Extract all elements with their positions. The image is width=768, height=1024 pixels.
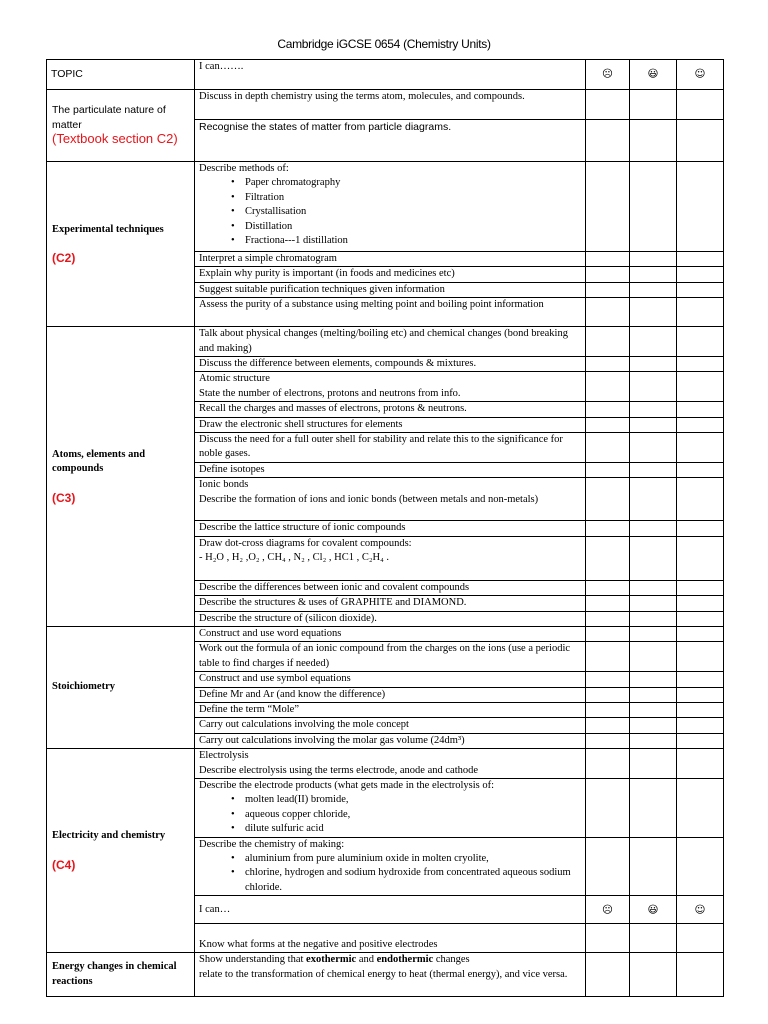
item-text: Describe the electrode products (what gets made in the electrolysis of: [199, 779, 495, 791]
ican-cell: I can… [195, 896, 586, 924]
ican-cell [195, 536, 586, 580]
rating-cell[interactable] [586, 120, 630, 162]
item-text: Carry out calculations involving the molar gas volume (24dm³) [199, 734, 465, 746]
rating-cell[interactable] [630, 372, 677, 402]
rating-cell[interactable] [677, 521, 724, 536]
rating-cell[interactable] [630, 478, 677, 521]
list-item: • Paper chromatography [245, 176, 581, 190]
rating-cell[interactable] [630, 90, 677, 120]
topic-code: (C4) [52, 857, 76, 872]
rating-cell[interactable] [586, 749, 630, 779]
ican-cell [195, 626, 586, 641]
rating-cell[interactable] [586, 580, 630, 595]
rating-cell[interactable] [677, 357, 724, 372]
item-text: Carry out calculations involving the mole concept [199, 719, 409, 731]
item-text: Draw dot-cross diagrams for covalent compounds: [199, 537, 412, 549]
rating-cell[interactable] [630, 733, 677, 748]
item-text: Electrolysis [199, 750, 249, 762]
ican-cell [195, 402, 586, 417]
item-text: Draw the electronic shell structures for elements [199, 418, 403, 430]
item-text: Describe electrolysis using the terms electrode, anode and cathode [199, 764, 479, 776]
rating-cell[interactable] [630, 580, 677, 595]
rating-cell[interactable] [630, 433, 677, 463]
item-text: Discuss the difference between elements, compounds & mixtures. [199, 358, 477, 370]
ican-cell [195, 672, 586, 687]
rating-cell[interactable] [630, 162, 677, 252]
rating-cell[interactable] [677, 702, 724, 717]
rating-cell[interactable] [630, 778, 677, 837]
item-text: Assess the purity of a substance using melting point and boiling point information [199, 299, 544, 311]
ican-cell [195, 120, 586, 162]
rating-cell[interactable] [586, 252, 630, 267]
item-text: Describe the chemistry of making: [199, 838, 345, 850]
rating-cell[interactable] [677, 267, 724, 282]
rating-cell[interactable] [630, 642, 677, 672]
ican-cell [195, 687, 586, 702]
rating-cell[interactable] [586, 626, 630, 641]
ican-cell [195, 924, 586, 953]
rating-cell[interactable] [586, 417, 630, 432]
ican-cell [195, 521, 586, 536]
rating-cell[interactable] [677, 924, 724, 953]
item-text: changes [433, 954, 470, 966]
list-item: • chlorine, hydrogen and sodium hydroxide from concentrated aqueous sodium chloride. [245, 866, 581, 895]
topic-cell [47, 162, 195, 327]
item-text: Work out the formula of an ionic compound from the charges on the ions (use a periodic table to find charges if needed) [199, 643, 571, 669]
list-item: • Filtration [245, 191, 581, 205]
ican-cell [195, 298, 586, 327]
rating-cell[interactable] [630, 702, 677, 717]
item-text: Explain why purity is important (in foods and medicines etc) [199, 268, 455, 280]
topic-name: Electricity and chemistry [52, 830, 166, 842]
rating-cell[interactable] [586, 462, 630, 477]
smile-face-icon: ☺ [677, 60, 724, 90]
ican-cell [195, 718, 586, 733]
rating-cell[interactable] [677, 672, 724, 687]
item-text: Construct and use symbol equations [199, 673, 351, 685]
rating-cell[interactable] [677, 953, 724, 997]
item-text: and [356, 954, 377, 966]
rating-cell[interactable] [586, 718, 630, 733]
rating-cell[interactable] [630, 252, 677, 267]
ican-cell [195, 357, 586, 372]
rating-cell[interactable] [677, 90, 724, 120]
rating-cell[interactable] [586, 687, 630, 702]
rating-cell[interactable] [677, 162, 724, 252]
item-text: Describe methods of: [199, 163, 289, 174]
topic-name: Atoms, elements and compounds [52, 448, 146, 475]
item-text: Show understanding that [199, 954, 307, 966]
checklist-row [47, 162, 724, 252]
rating-cell[interactable] [677, 718, 724, 733]
rating-cell[interactable] [677, 478, 724, 521]
checklist-row [47, 327, 724, 357]
topic-code: (C3) [52, 490, 76, 505]
list-item: • aluminium from pure aluminium oxide in molten cryolite, [245, 852, 581, 866]
rating-cell[interactable] [677, 433, 724, 463]
rating-cell[interactable] [630, 953, 677, 997]
making-list [199, 852, 581, 895]
rating-cell[interactable] [630, 536, 677, 580]
ican-cell [195, 580, 586, 595]
rating-cell[interactable] [586, 611, 630, 626]
item-text: Ionic bonds [199, 479, 249, 491]
rating-cell[interactable] [677, 580, 724, 595]
item-text: Describe the structures & uses of GRAPHITE and DIAMOND. [199, 597, 467, 609]
topic-name: Stoichiometry [52, 681, 115, 693]
rating-cell[interactable] [586, 924, 630, 953]
list-item: • Fractiona---1 distillation [245, 234, 581, 248]
rating-cell[interactable] [586, 282, 630, 297]
rating-cell[interactable] [630, 120, 677, 162]
ican-cell [195, 462, 586, 477]
rating-cell[interactable] [586, 672, 630, 687]
ican-cell [195, 953, 586, 997]
rating-cell[interactable] [677, 298, 724, 327]
item-text: State the number of electrons, protons and neutrons from info. [199, 387, 461, 399]
rating-cell[interactable] [677, 372, 724, 402]
checklist-row [47, 626, 724, 641]
ican-cell [195, 596, 586, 611]
list-item: • aqueous copper chloride, [245, 808, 581, 822]
rating-cell[interactable] [677, 120, 724, 162]
rating-cell[interactable] [677, 417, 724, 432]
ican-cell [195, 327, 586, 357]
rating-cell[interactable] [677, 536, 724, 580]
item-text: Describe the formation of ions and ionic bonds (between metals and non-metals) [199, 493, 539, 505]
topic-code: (C2) [52, 251, 76, 266]
ican-cell [195, 252, 586, 267]
rating-cell[interactable] [630, 298, 677, 327]
rating-cell[interactable] [586, 327, 630, 357]
rating-cell[interactable] [586, 702, 630, 717]
list-item: • dilute sulfuric acid [245, 822, 581, 836]
rating-cell[interactable] [630, 521, 677, 536]
rating-cell[interactable] [630, 402, 677, 417]
rating-cell[interactable] [630, 267, 677, 282]
header-topic: TOPIC [47, 60, 195, 90]
methods-list [199, 176, 581, 248]
topic-cell [47, 90, 195, 162]
header-row [47, 60, 724, 90]
rating-cell[interactable] [630, 596, 677, 611]
rating-cell[interactable] [586, 478, 630, 521]
rating-cell[interactable] [630, 837, 677, 896]
ican-cell [195, 778, 586, 837]
rating-cell[interactable] [630, 357, 677, 372]
checklist-row [47, 749, 724, 779]
rating-cell[interactable] [586, 642, 630, 672]
rating-cell[interactable] [677, 596, 724, 611]
item-text: Talk about physical changes (melting/boiling etc) and chemical changes (bond breaking and making) [199, 328, 568, 354]
rating-cell[interactable] [677, 611, 724, 626]
document-title: Cambridge iGCSE 0654 (Chemistry Units) [277, 37, 491, 51]
item-text: Construct and use word equations [199, 627, 342, 639]
keyword-endothermic: endothermic [376, 954, 434, 966]
rating-cell[interactable] [630, 611, 677, 626]
rating-cell[interactable] [630, 672, 677, 687]
rating-cell[interactable] [677, 282, 724, 297]
item-text: relate to the transformation of chemical energy to heat (thermal energy), and vice versa. [199, 968, 568, 980]
list-item: • Crystallisation [245, 205, 581, 219]
sad-face-icon: ☹ [586, 896, 630, 924]
rating-cell[interactable] [586, 521, 630, 536]
ican-cell [195, 478, 586, 521]
rating-cell[interactable] [586, 372, 630, 402]
products-list [199, 793, 581, 836]
ican-cell [195, 837, 586, 896]
rating-cell[interactable] [586, 298, 630, 327]
rating-cell[interactable] [630, 924, 677, 953]
item-text: Describe the structure of (silicon dioxide). [199, 612, 377, 624]
ican-cell [195, 433, 586, 463]
rating-cell[interactable] [677, 327, 724, 357]
item-text: Discuss the need for a full outer shell for stability and relate this to the significance for noble gases. [199, 434, 563, 460]
rating-cell[interactable] [586, 837, 630, 896]
smile-face-icon: ☺ [677, 896, 724, 924]
ican-cell [195, 749, 586, 779]
header-ican: I can……. [195, 60, 586, 90]
item-text: Define the term “Mole” [199, 703, 299, 715]
item-text: Know what forms at the negative and positive electrodes [199, 938, 438, 950]
list-item: • Distillation [245, 220, 581, 234]
topic-name: The particulate nature of matter [52, 104, 166, 131]
ican-cell [195, 702, 586, 717]
rating-cell[interactable] [677, 837, 724, 896]
rating-cell[interactable] [586, 267, 630, 282]
rating-cell[interactable] [677, 687, 724, 702]
rating-cell[interactable] [586, 433, 630, 463]
rating-cell[interactable] [630, 462, 677, 477]
checklist-row [47, 953, 724, 997]
item-text: Atomic structure [199, 373, 270, 385]
rating-cell[interactable] [586, 402, 630, 417]
item-text: Recognise the states of matter from particle diagrams. [199, 121, 452, 133]
grin-face-icon: 😃 [630, 60, 677, 90]
rating-cell[interactable] [677, 626, 724, 641]
rating-cell[interactable] [630, 282, 677, 297]
rating-cell[interactable] [677, 749, 724, 779]
rating-cell[interactable] [677, 642, 724, 672]
keyword-exothermic: exothermic [306, 954, 357, 966]
item-text: Describe the lattice structure of ionic compounds [199, 522, 406, 534]
rating-cell[interactable] [630, 626, 677, 641]
topic-cell [47, 626, 195, 748]
rating-cell[interactable] [630, 327, 677, 357]
item-text: Recall the charges and masses of electrons, protons & neutrons. [199, 403, 467, 415]
ican-cell [195, 162, 586, 252]
formula-list: - H₂O , H₂ ,O₂ , CH₄ , N₂ , Cl₂ , HC1 , C₂H₄ . [199, 552, 389, 564]
rating-cell[interactable] [586, 778, 630, 837]
ican-cell [195, 90, 586, 120]
rating-cell[interactable] [630, 718, 677, 733]
ican-cell [195, 417, 586, 432]
checklist-row [47, 90, 724, 120]
rating-cell[interactable] [586, 733, 630, 748]
rating-cell[interactable] [677, 252, 724, 267]
item-text: Suggest suitable purification techniques given information [199, 283, 445, 295]
rating-cell[interactable] [630, 417, 677, 432]
rating-cell[interactable] [586, 953, 630, 997]
rating-cell[interactable] [677, 778, 724, 837]
ican-cell [195, 282, 586, 297]
rating-cell[interactable] [677, 402, 724, 417]
checklist-table [46, 59, 724, 997]
list-item: • molten lead(II) bromide, [245, 793, 581, 807]
ican-cell [195, 733, 586, 748]
rating-cell[interactable] [586, 162, 630, 252]
item-text: Define Mr and Ar (and know the difference) [199, 688, 386, 700]
topic-name: Energy changes in chemical reactions [52, 961, 177, 987]
item-text: Define isotopes [199, 463, 265, 475]
rating-cell[interactable] [586, 357, 630, 372]
rating-cell[interactable] [677, 462, 724, 477]
rating-cell[interactable] [630, 749, 677, 779]
ican-cell [195, 611, 586, 626]
rating-cell[interactable] [586, 536, 630, 580]
sad-face-icon: ☹ [586, 60, 630, 90]
rating-cell[interactable] [677, 733, 724, 748]
rating-cell[interactable] [586, 596, 630, 611]
topic-name: Experimental techniques [52, 223, 164, 235]
item-text: Describe the differences between ionic and covalent compounds [199, 581, 470, 593]
topic-code: (Textbook section C2) [52, 131, 178, 147]
ican-cell [195, 372, 586, 402]
topic-cell [47, 749, 195, 953]
item-text: Interpret a simple chromatogram [199, 253, 337, 264]
topic-cell [47, 327, 195, 627]
rating-cell[interactable] [586, 90, 630, 120]
item-text: Discuss in depth chemistry using the terms atom, molecules, and compounds. [199, 91, 525, 102]
topic-cell [47, 953, 195, 997]
grin-face-icon: 😃 [630, 896, 677, 924]
ican-cell [195, 642, 586, 672]
ican-cell [195, 267, 586, 282]
rating-cell[interactable] [630, 687, 677, 702]
